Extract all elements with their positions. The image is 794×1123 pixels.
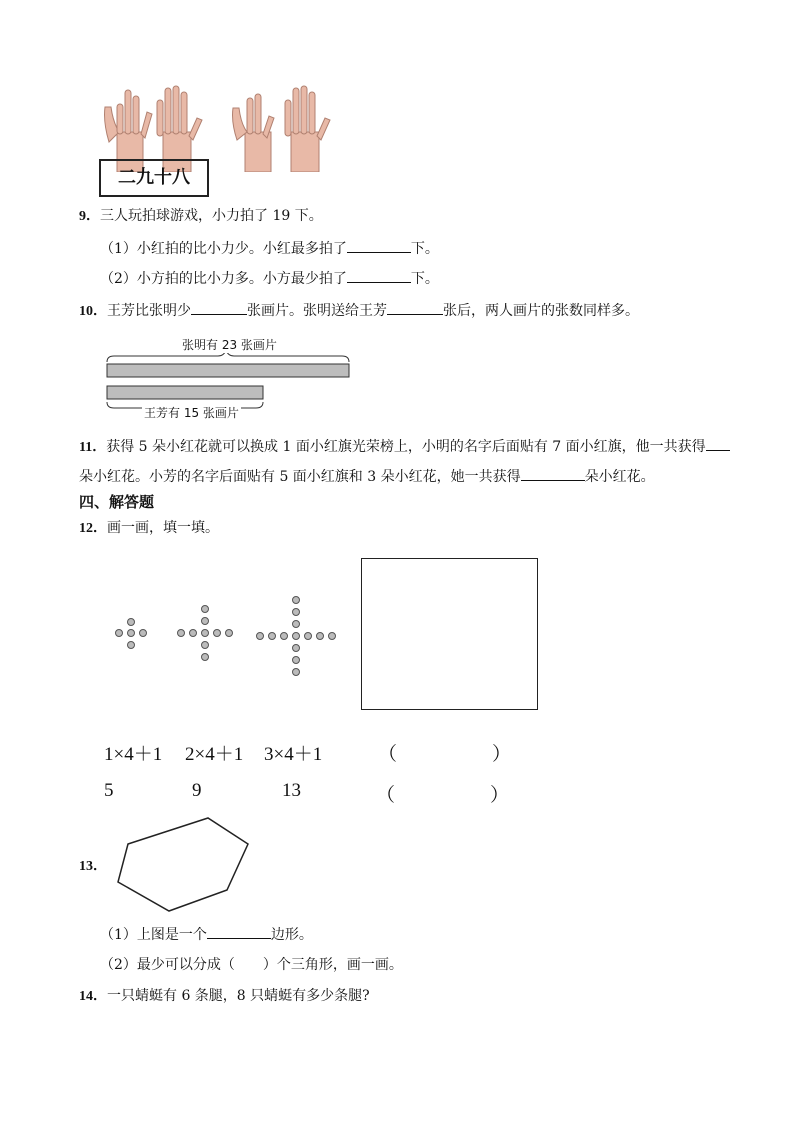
q13-sub2: （2）最少可以分成（ ）个三角形，画一画。	[100, 957, 403, 973]
q11-blank-2[interactable]	[521, 466, 585, 481]
q10-blank-2[interactable]	[387, 300, 443, 315]
dot-patterns-svg	[100, 590, 350, 680]
q9-stem-line: 9．三人玩拍球游戏，小力拍了 19 下。	[79, 208, 323, 224]
q12-dot-patterns	[100, 590, 350, 680]
q9-sub1-blank[interactable]	[347, 238, 411, 253]
bar-bottom-label: 王芳有 15 张画片	[144, 406, 239, 420]
q9-sub2-post: 下。	[410, 271, 439, 287]
q8-label-box	[99, 159, 209, 197]
q11-line1-text: 获得 5 朵小红花就可以换成 1 面小红旗光荣榜上，小明的名字后面贴有 7 面小红旗，他一共获得	[106, 439, 706, 455]
q12-drawing-box[interactable]	[361, 558, 538, 710]
q12-formula-2: 2×4＋1	[185, 744, 244, 765]
q10-pre: 王芳比张明少	[107, 303, 191, 319]
q13-sub1-post: 边形。	[270, 927, 313, 943]
bar-zhangming	[107, 364, 349, 377]
q14-line: 14．一只蜻蜓有 6 条腿，8 只蜻蜓有多少条腿?	[79, 988, 370, 1004]
q12-stem: 画一画，填一填。	[107, 520, 219, 536]
q12-formula-3: 3×4＋1	[264, 744, 323, 765]
q13-number-line: 13．	[79, 859, 107, 874]
q12-formula-1: 1×4＋1	[104, 744, 163, 765]
q11-line2-post: 朵小红花。	[584, 469, 655, 485]
q10-number: 10	[79, 304, 93, 319]
q13-sub1-text: （1）上图是一个	[100, 927, 207, 943]
q8-label: 二九十八	[118, 167, 190, 188]
q13-number: 13	[79, 859, 93, 874]
q12-result-3: 13	[282, 780, 301, 801]
q9-stem: 三人玩拍球游戏，小力拍了 19 下。	[100, 208, 323, 224]
hexagon-svg	[110, 812, 260, 917]
q13-sub1	[100, 924, 313, 945]
q9-sub1-text: （1）小红拍的比小力少。小红最多拍了	[100, 241, 347, 257]
q12-result-1: 5	[104, 780, 114, 801]
q12-formula-blank[interactable]: （ ）	[378, 744, 512, 765]
q9-number: 9	[79, 209, 86, 224]
q12-stem-line: 12．画一画，填一填。	[79, 520, 219, 536]
q13-sub1-blank[interactable]	[207, 924, 271, 939]
q11-blank-1[interactable]	[706, 436, 730, 451]
q9-sub1	[100, 238, 439, 259]
q12-result-blank[interactable]: （ ）	[376, 785, 510, 806]
section-title: 四、解答题	[79, 493, 155, 511]
q10-mid: 张画片。张明送给王芳	[247, 303, 387, 319]
q9-sub2-text: （2）小方拍的比小力多。小方最少拍了	[100, 271, 347, 287]
q13-polygon	[110, 812, 260, 917]
q11-line2-text: 朵小红花。小芳的名字后面贴有 5 面小红旗和 3 朵小红花，她一共获得	[79, 469, 521, 485]
q10-post: 张后，两人画片的张数同样多。	[443, 303, 639, 319]
q14-stem: 一只蜻蜓有 6 条腿，8 只蜻蜓有多少条腿?	[107, 988, 370, 1004]
q11-number: 11	[79, 440, 93, 455]
q9-sub2-blank[interactable]	[347, 268, 411, 283]
bar-wangfang	[107, 386, 263, 399]
bar-top-label: 张明有 23 张画片	[182, 338, 277, 352]
q11-line1: 11．获得 5 朵小红花就可以换成 1 面小红旗光荣榜上，小明的名字后面贴有 7 面小红旗，他一共获得	[79, 436, 730, 458]
q10-line: 10．王芳比张明少 张画片。张明送给王芳 张后，两人画片的张数同样多。	[79, 300, 639, 322]
q9-sub1-post: 下。	[410, 241, 439, 257]
q10-bar-diagram	[100, 338, 360, 424]
q12-number: 12	[79, 521, 93, 536]
q9-sub2	[100, 268, 439, 289]
q14-number: 14	[79, 989, 93, 1004]
q11-line2	[79, 466, 655, 487]
q10-blank-1[interactable]	[191, 300, 247, 315]
q12-result-2: 9	[192, 780, 202, 801]
